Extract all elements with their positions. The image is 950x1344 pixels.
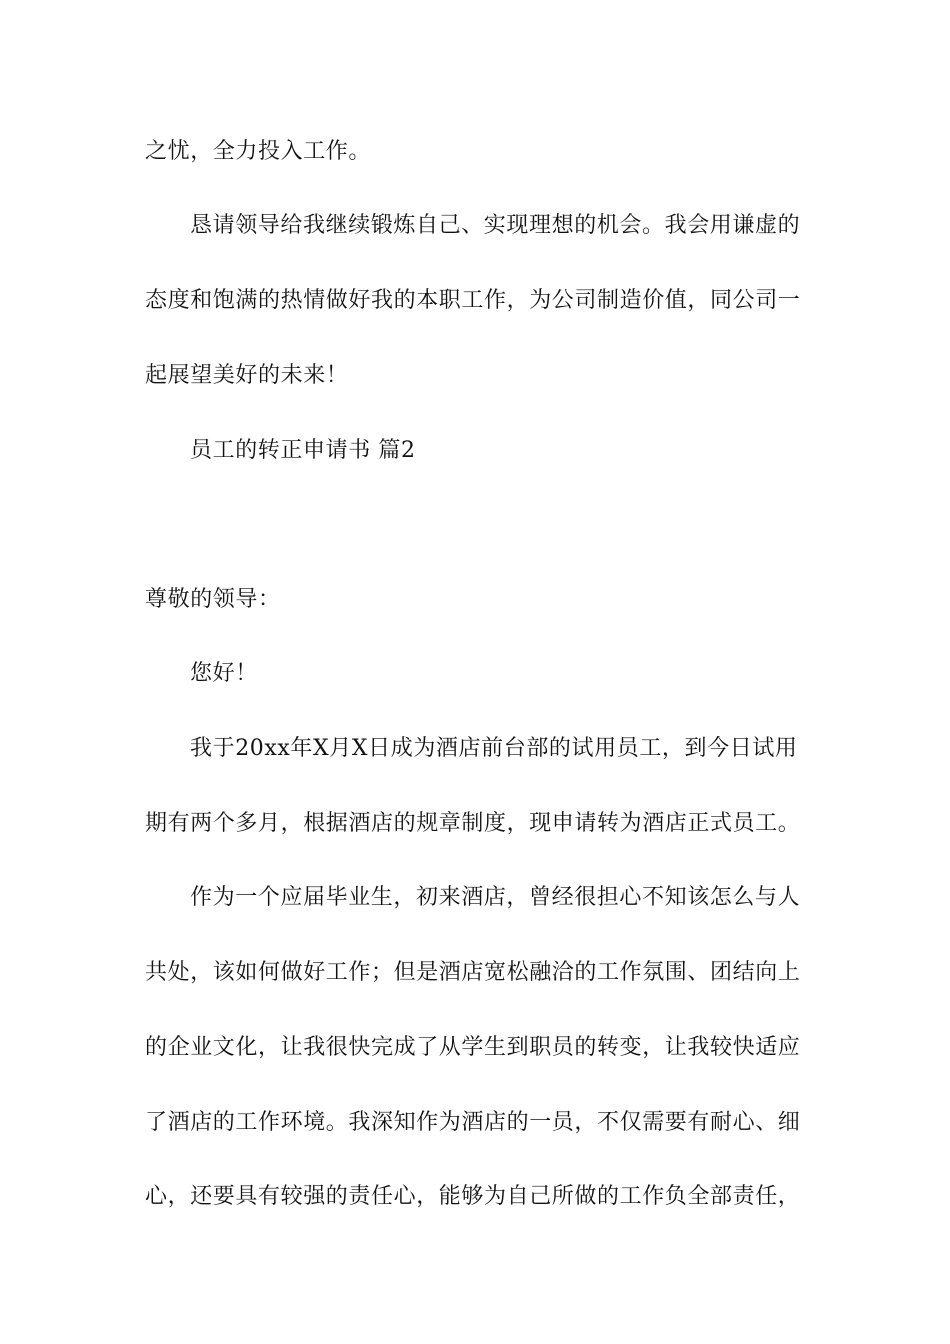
text-line: 的企业文化，让我很快完成了从学生到职员的转变，让我较快适应 bbox=[145, 1035, 801, 1060]
paragraph-line: 我于20xx年X月X日成为酒店前台部的试用员工，到今日试用 bbox=[190, 736, 798, 761]
text-line: 起展望美好的未来！ bbox=[145, 363, 349, 388]
text-line: 心，还要具有较强的责任心，能够为自己所做的工作负全部责任， bbox=[145, 1184, 801, 1209]
salutation: 尊敬的领导： bbox=[145, 587, 281, 612]
section-heading: 员工的转正申请书 篇2 bbox=[190, 438, 416, 463]
text-line: 之忧，全力投入工作。 bbox=[145, 139, 372, 164]
greeting: 您好！ bbox=[190, 661, 258, 686]
text-line: 共处，该如何做好工作；但是酒店宽松融洽的工作氛围、团结向上 bbox=[145, 960, 801, 985]
text-line: 态度和饱满的热情做好我的本职工作，为公司制造价值，同公司一 bbox=[145, 288, 801, 313]
text-line: 期有两个多月，根据酒店的规章制度，现申请转为酒店正式员工。 bbox=[145, 811, 801, 836]
text-line: 了酒店的工作环境。我深知作为酒店的一员，不仅需要有耐心、细 bbox=[145, 1110, 801, 1135]
paragraph-line: 恳请领导给我继续锻炼自己、实现理想的机会。我会用谦虚的 bbox=[190, 213, 801, 238]
paragraph-line: 作为一个应届毕业生，初来酒店，曾经很担心不知该怎么与人 bbox=[190, 885, 801, 910]
